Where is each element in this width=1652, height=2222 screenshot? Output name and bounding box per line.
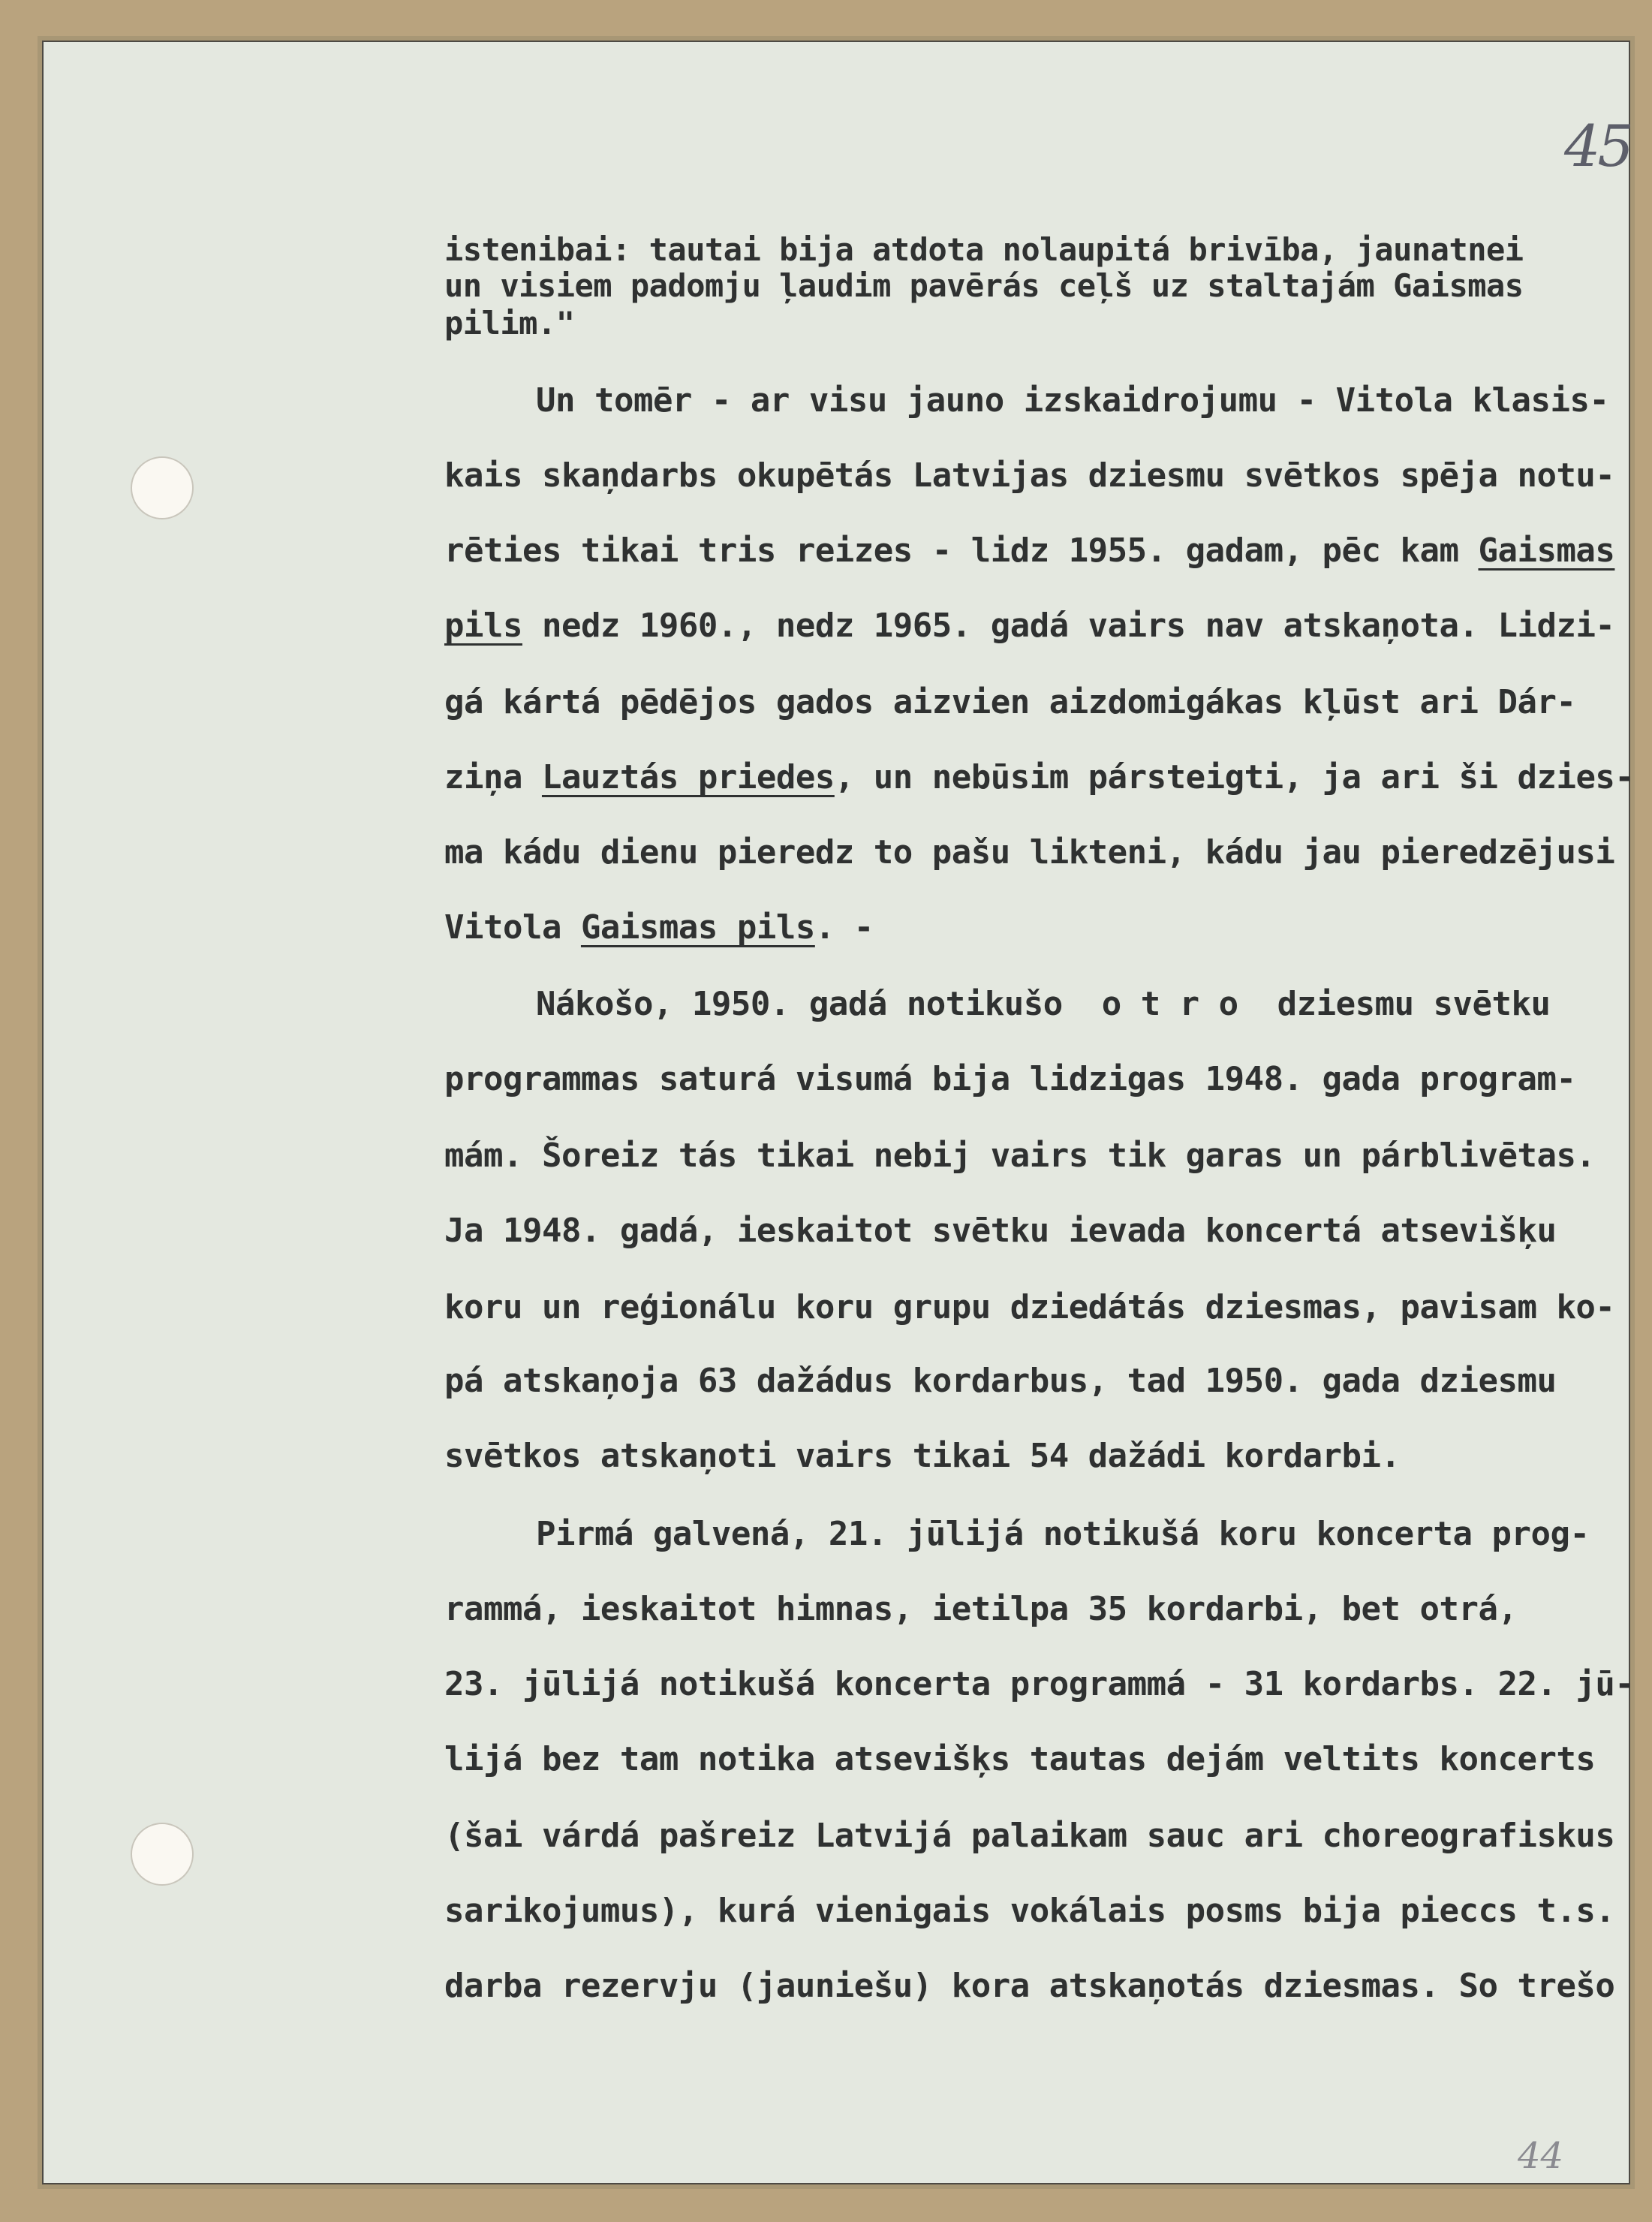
- text-line: Un tomēr - ar visu jauno izskaidrojumu - Vitola klasis-: [536, 381, 1609, 420]
- underlined-title: Lauztás priedes: [541, 758, 835, 796]
- text-line: istenibai: tautai bija atdota nolaupitá brivība, jaunatnei: [444, 231, 1524, 268]
- text-line: programmas saturá visumá bija lidzigas 1948. gada program-: [444, 1060, 1576, 1098]
- underlined-title: pils: [444, 607, 522, 645]
- page-number-handwritten: 45: [1564, 113, 1631, 179]
- punch-hole: [131, 1823, 194, 1886]
- text-line: ziņa Lauztás priedes, un nebūsim pársteigti, ja ari ši dzies-: [444, 758, 1635, 796]
- text-line: rammá, ieskaitot himnas, ietilpa 35 kordarbi, bet otrá,: [444, 1590, 1518, 1628]
- page-number-bottom: 44: [1518, 2135, 1564, 2177]
- text-line: svētkos atskaņoti vairs tikai 54 dažádi kordarbi.: [444, 1437, 1401, 1475]
- underlined-title: Gaismas: [1478, 531, 1615, 570]
- underlined-title: Gaismas pils: [580, 908, 815, 947]
- text-line: pilim.": [444, 305, 575, 342]
- text-line: pils nedz 1960., nedz 1965. gadá vairs nav atskaņota. Lidzi-: [444, 607, 1615, 645]
- text-line: Ja 1948. gadá, ieskaitot svētku ievada koncertá atsevišķu: [444, 1212, 1557, 1250]
- text-line: koru un reģionálu koru grupu dziedátás dziesmas, pavisam ko-: [444, 1288, 1615, 1326]
- text-line: (šai várdá pašreiz Latvijá palaikam sauc ari choreografiskus: [444, 1817, 1615, 1855]
- text-line: gá kártá pēdējos gados aizvien aizdomigákas kļūst ari Dár-: [444, 683, 1576, 721]
- text-line: Pirmá galvená, 21. jūlijá notikušá koru koncerta prog-: [536, 1515, 1590, 1553]
- text-line: darba rezervju (jauniešu) kora atskaņotás dziesmas. So trešo: [444, 1967, 1615, 2005]
- text-line: mám. Šoreiz tás tikai nebij vairs tik garas un párblivētas.: [444, 1137, 1596, 1175]
- text-line: un visiem padomju ļaudim pavērás ceļš uz staltajám Gaismas: [444, 267, 1524, 304]
- text-line: kais skaņdarbs okupētás Latvijas dziesmu svētkos spēja notu-: [444, 456, 1615, 495]
- document-page: [42, 41, 1635, 2184]
- text-line: Vitola Gaismas pils. -: [444, 908, 874, 947]
- text-line: lijá bez tam notika atsevišķs tautas dejám veltits koncerts: [444, 1740, 1596, 1778]
- text-line: Nákošo, 1950. gadá notikušo o t r o dziesmu svētku: [536, 985, 1551, 1023]
- text-line: ma kádu dienu pieredz to pašu likteni, kádu jau pieredzējusi: [444, 833, 1615, 872]
- text-line: rēties tikai tris reizes - lidz 1955. gadam, pēc kam Gaismas: [444, 531, 1615, 570]
- text-line: sarikojumus), kurá vienigais vokálais posms bija pieccs t.s.: [444, 1892, 1615, 1930]
- punch-hole: [131, 456, 194, 519]
- text-line: pá atskaņoja 63 dažádus kordarbus, tad 1950. gada dziesmu: [444, 1362, 1557, 1400]
- text-line: 23. jūlijá notikušá koncerta programmá - 31 kordarbs. 22. jū-: [444, 1665, 1635, 1703]
